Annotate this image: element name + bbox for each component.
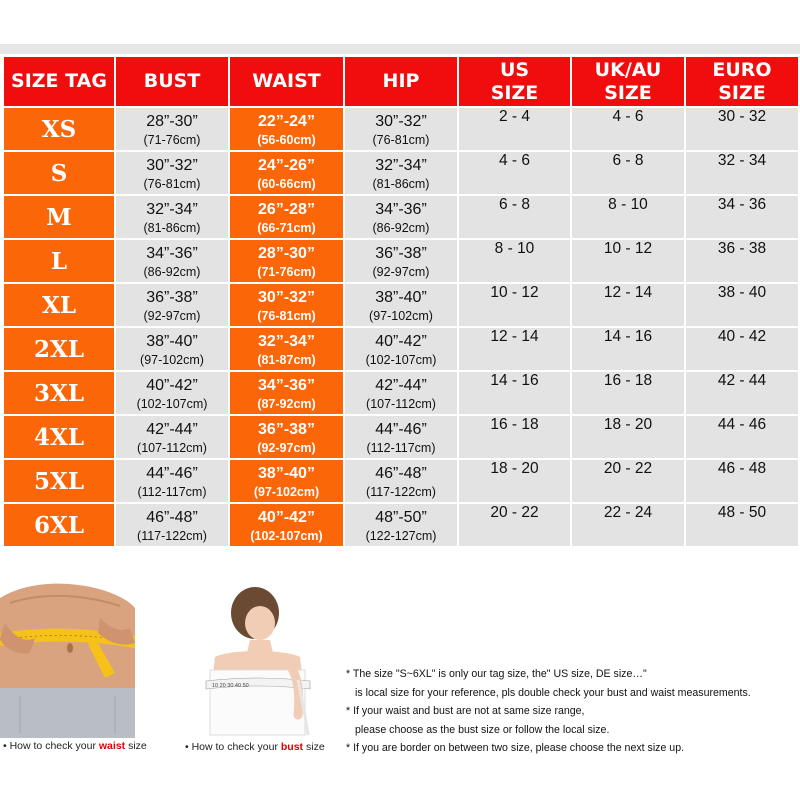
bust-inches: 30”-32” (146, 157, 198, 174)
waist-inches: 38”-40” (258, 465, 315, 482)
bust-measure-photo (170, 585, 330, 740)
uk-au-size-value: 16 - 18 (603, 372, 653, 389)
hip-inches: 36”-38” (375, 245, 427, 262)
bust-cm: (71-76cm) (143, 133, 201, 147)
waist-cell (230, 108, 343, 150)
waist-measure-photo (0, 578, 135, 738)
size-tag-cell (4, 460, 114, 502)
bust-cm: (86-92cm) (143, 265, 201, 279)
size-tag-label: M (46, 203, 72, 231)
bust-cell (116, 328, 228, 370)
euro-size-value: 46 - 48 (717, 460, 767, 477)
waist-cell (230, 416, 343, 458)
hip-cm: (86-92cm) (372, 221, 430, 235)
waist-inches: 40”-42” (258, 509, 315, 526)
bust-inches: 36”-38” (146, 289, 198, 306)
bust-inches: 44”-46” (146, 465, 198, 482)
hip-cm: (81-86cm) (372, 177, 430, 191)
waist-inches: 34”-36” (258, 377, 315, 394)
euro-size-cell (686, 328, 798, 370)
us-size-value: 10 - 12 (490, 284, 539, 301)
euro-size-value: 32 - 34 (717, 152, 767, 169)
sizing-notes (346, 665, 796, 758)
bust-caption-emphasis: bust (280, 741, 304, 753)
waist-cm: (81-87cm) (257, 353, 316, 367)
uk-au-size-cell (572, 372, 684, 414)
hip-cm: (117-122cm) (366, 485, 436, 499)
header-uk-au-size: UK/AU SIZE (572, 57, 684, 106)
hip-cell (345, 504, 457, 546)
uk-au-size-value: 22 - 24 (603, 504, 653, 521)
bust-cm: (102-107cm) (136, 397, 208, 411)
bust-caption-prefix: • How to check your (185, 741, 281, 753)
size-tag-cell (4, 196, 114, 238)
size-row-5xl (4, 460, 798, 502)
waist-inches: 26”-28” (258, 201, 315, 218)
us-size-cell (459, 152, 570, 194)
uk-au-size-cell (572, 284, 684, 326)
us-size-cell (459, 328, 570, 370)
hip-cm: (76-81cm) (372, 133, 430, 147)
bust-cell (116, 416, 228, 458)
hip-cell (345, 152, 457, 194)
sizing-note-line: * The size "S~6XL" is only our tag size, the" US size, DE size…" (346, 668, 647, 680)
waist-cm: (66-71cm) (257, 221, 316, 235)
waist-inches: 30”-32” (258, 289, 315, 306)
euro-size-cell (686, 416, 798, 458)
us-size-value: 14 - 16 (490, 372, 539, 389)
size-tag-cell (4, 504, 114, 546)
sizing-note-line: * If your waist and bust are not at same size range, (346, 705, 585, 717)
euro-size-value: 48 - 50 (717, 504, 767, 521)
us-size-cell (459, 284, 570, 326)
us-size-value: 2 - 4 (498, 108, 530, 125)
uk-au-size-cell (572, 240, 684, 282)
us-size-value: 16 - 18 (490, 416, 539, 433)
euro-size-value: 30 - 32 (717, 108, 767, 125)
uk-au-size-value: 12 - 14 (603, 284, 653, 301)
euro-size-cell (686, 372, 798, 414)
uk-au-size-value: 10 - 12 (603, 240, 653, 257)
header-waist: WAIST (230, 57, 343, 106)
size-tag-label: 2XL (33, 335, 85, 363)
euro-size-cell (686, 284, 798, 326)
bust-caption-suffix: size (303, 741, 325, 753)
waist-inches: 36”-38” (258, 421, 315, 438)
us-size-value: 20 - 22 (490, 504, 539, 521)
size-row-xs (4, 108, 798, 150)
size-tag-label: S (50, 159, 68, 187)
bust-cell (116, 196, 228, 238)
hip-cell (345, 196, 457, 238)
uk-au-size-cell (572, 460, 684, 502)
waist-inches: 32”-34” (258, 333, 315, 350)
bust-cell (116, 284, 228, 326)
size-chart-header-row (4, 57, 798, 106)
size-row-s (4, 152, 798, 194)
uk-au-size-value: 18 - 20 (603, 416, 653, 433)
hip-inches: 30”-32” (375, 113, 427, 130)
hip-inches: 46”-48” (375, 465, 427, 482)
hip-cm: (97-102cm) (369, 309, 433, 323)
size-tag-label: XS (41, 115, 77, 143)
bust-cell (116, 108, 228, 150)
tape-markings: 10 20 30 40 50 (212, 683, 249, 689)
bust-cm: (112-117cm) (137, 485, 207, 499)
bust-cell (116, 152, 228, 194)
hip-cell (345, 372, 457, 414)
size-tag-label: L (50, 247, 68, 275)
waist-cm: (87-92cm) (257, 397, 316, 411)
uk-au-size-cell (572, 328, 684, 370)
header-euro-size: EURO SIZE (686, 57, 798, 106)
hip-cell (345, 284, 457, 326)
hip-inches: 44”-46” (375, 421, 427, 438)
waist-cm: (97-102cm) (253, 485, 320, 499)
hip-inches: 32”-34” (375, 157, 427, 174)
hip-cm: (122-127cm) (365, 529, 437, 543)
size-tag-label: 6XL (33, 511, 85, 539)
size-row-xl (4, 284, 798, 326)
uk-au-size-value: 20 - 22 (603, 460, 653, 477)
sizing-note-line: * If you are border on between two size, please choose the next size up. (346, 742, 685, 754)
euro-size-value: 44 - 46 (717, 416, 767, 433)
uk-au-size-cell (572, 108, 684, 150)
waist-cell (230, 328, 343, 370)
waist-caption-suffix: size (125, 740, 147, 752)
euro-size-value: 40 - 42 (717, 328, 767, 345)
bust-inches: 40”-42” (146, 377, 198, 394)
uk-au-size-value: 8 - 10 (608, 196, 648, 213)
us-size-value: 8 - 10 (494, 240, 535, 257)
us-size-cell (459, 504, 570, 546)
waist-inches: 22”-24” (258, 113, 315, 130)
sizing-note-line: please choose as the bust size or follow the local size. (355, 723, 610, 736)
waist-cell (230, 240, 343, 282)
hip-cell (345, 108, 457, 150)
bust-caption (185, 741, 325, 753)
size-row-6xl (4, 504, 798, 546)
bust-cm: (107-112cm) (137, 441, 207, 455)
waist-cm: (92-97cm) (257, 441, 316, 455)
bust-cm: (76-81cm) (143, 177, 201, 191)
uk-au-size-cell (572, 416, 684, 458)
size-tag-label: 4XL (33, 423, 85, 451)
size-tag-cell (4, 372, 114, 414)
size-tag-label: 5XL (33, 467, 85, 495)
bust-cell (116, 372, 228, 414)
waist-cell (230, 284, 343, 326)
waist-cell (230, 152, 343, 194)
waist-cm: (102-107cm) (250, 529, 323, 543)
size-chart-table (2, 55, 800, 548)
waist-cm: (56-60cm) (257, 133, 316, 147)
waist-cell (230, 504, 343, 546)
euro-size-value: 38 - 40 (717, 284, 767, 301)
bust-cm: (97-102cm) (140, 353, 204, 367)
size-tag-cell (4, 328, 114, 370)
size-tag-cell (4, 108, 114, 150)
euro-size-cell (686, 108, 798, 150)
hip-inches: 40”-42” (375, 333, 427, 350)
euro-size-cell (686, 152, 798, 194)
hip-cm: (102-107cm) (365, 353, 437, 367)
us-size-value: 6 - 8 (498, 196, 530, 213)
hip-cell (345, 328, 457, 370)
size-tag-cell (4, 240, 114, 282)
bust-cell (116, 504, 228, 546)
hip-inches: 38”-40” (375, 289, 427, 306)
waist-caption-emphasis: waist (98, 740, 126, 752)
size-row-m (4, 196, 798, 238)
bust-inches: 46”-48” (146, 509, 198, 526)
bust-cell (116, 240, 228, 282)
us-size-cell (459, 460, 570, 502)
euro-size-cell (686, 504, 798, 546)
header-hip: HIP (345, 57, 457, 106)
bust-inches: 34”-36” (146, 245, 198, 262)
bust-inches: 32”-34” (146, 201, 198, 218)
bust-inches: 28”-30” (146, 113, 198, 130)
bust-inches: 42”-44” (146, 421, 198, 438)
us-size-value: 12 - 14 (490, 328, 539, 345)
waist-cell (230, 460, 343, 502)
waist-inches: 28”-30” (258, 245, 315, 262)
header-size-tag: SIZE TAG (4, 57, 114, 106)
hip-inches: 42”-44” (375, 377, 427, 394)
bust-cell (116, 460, 228, 502)
top-divider-bar (0, 44, 800, 54)
waist-cm: (76-81cm) (257, 309, 316, 323)
hip-cm: (112-117cm) (366, 441, 436, 455)
waist-cm: (60-66cm) (257, 177, 316, 191)
size-row-2xl (4, 328, 798, 370)
size-tag-cell (4, 416, 114, 458)
size-tag-cell (4, 152, 114, 194)
size-row-4xl (4, 416, 798, 458)
uk-au-size-cell (572, 504, 684, 546)
waist-inches: 24”-26” (258, 157, 315, 174)
euro-size-value: 36 - 38 (717, 240, 767, 257)
euro-size-value: 42 - 44 (717, 372, 767, 389)
uk-au-size-cell (572, 152, 684, 194)
bust-cm: (117-122cm) (137, 529, 207, 543)
bust-cm: (92-97cm) (143, 309, 201, 323)
bust-cm: (81-86cm) (143, 221, 201, 235)
hip-cell (345, 460, 457, 502)
us-size-cell (459, 108, 570, 150)
hip-cm: (107-112cm) (366, 397, 436, 411)
header-bust: BUST (116, 57, 228, 106)
uk-au-size-value: 14 - 16 (603, 328, 653, 345)
sizing-note-line: is local size for your reference, pls double check your bust and waist measurements. (355, 686, 751, 699)
euro-size-cell (686, 460, 798, 502)
us-size-value: 4 - 6 (498, 152, 530, 169)
waist-cm: (71-76cm) (257, 265, 316, 279)
hip-cell (345, 240, 457, 282)
waist-caption (3, 740, 147, 752)
hip-inches: 34”-36” (375, 201, 427, 218)
hip-cm: (92-97cm) (372, 265, 430, 279)
hip-cell (345, 416, 457, 458)
euro-size-value: 34 - 36 (717, 196, 767, 213)
hip-inches: 48”-50” (375, 509, 427, 526)
uk-au-size-value: 4 - 6 (612, 108, 644, 125)
size-row-3xl (4, 372, 798, 414)
size-tag-label: XL (41, 291, 77, 319)
euro-size-cell (686, 196, 798, 238)
uk-au-size-value: 6 - 8 (612, 152, 644, 169)
us-size-cell (459, 196, 570, 238)
uk-au-size-cell (572, 196, 684, 238)
waist-cell (230, 372, 343, 414)
bust-inches: 38”-40” (146, 333, 198, 350)
waist-cell (230, 196, 343, 238)
us-size-cell (459, 416, 570, 458)
header-us-size: US SIZE (459, 57, 570, 106)
us-size-value: 18 - 20 (490, 460, 539, 477)
us-size-cell (459, 372, 570, 414)
size-row-l (4, 240, 798, 282)
us-size-cell (459, 240, 570, 282)
size-tag-label: 3XL (33, 379, 85, 407)
waist-caption-prefix: • How to check your (3, 740, 99, 752)
size-tag-cell (4, 284, 114, 326)
euro-size-cell (686, 240, 798, 282)
